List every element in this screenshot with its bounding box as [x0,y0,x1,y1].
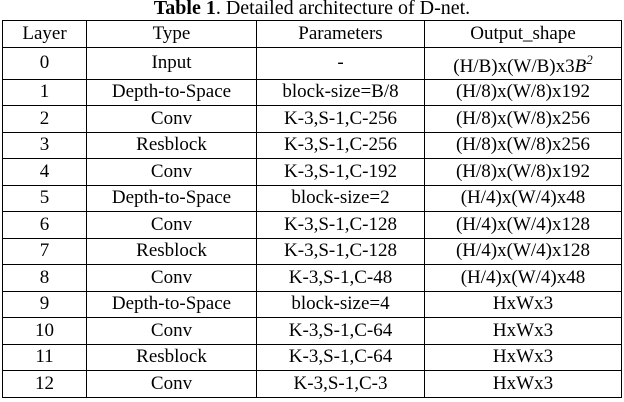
cell-type: Depth-to-Space [87,185,257,212]
table-row [3,318,622,345]
table-row [3,47,622,79]
cell-output-shape: (H/8)x(W/8)x256 [425,106,622,133]
table-header-row [3,21,622,48]
header-layer: Layer [3,21,87,48]
math-base: B [574,55,587,77]
cell-type: Conv [87,371,257,398]
cell-type: Conv [87,318,257,345]
cell-layer: 7 [3,238,87,265]
cell-layer: 5 [3,185,87,212]
header-type: Type [87,21,257,48]
cell-type: Depth-to-Space [87,291,257,318]
table-row [3,212,622,239]
cell-layer: 6 [3,212,87,239]
cell-parameters: K-3,S-1,C-3 [257,371,425,398]
cell-output-shape [425,47,622,79]
cell-output-shape: (H/4)x(W/4)x48 [425,265,622,292]
cell-output-shape: HxWx3 [425,344,622,371]
table-row [3,132,622,159]
table-caption [0,0,624,19]
table-row [3,265,622,292]
cell-parameters: K-3,S-1,C-256 [257,132,425,159]
cell-type: Input [87,47,257,79]
cell-output-shape: (H/4)x(W/4)x48 [425,185,622,212]
cell-output-shape: HxWx3 [425,371,622,398]
table-row [3,159,622,186]
output-shape-text: (H/B)x(W/B)x3 [453,55,575,77]
cell-parameters: K-3,S-1,C-128 [257,238,425,265]
cell-layer: 4 [3,159,87,186]
table-row [3,185,622,212]
cell-type: Conv [87,265,257,292]
cell-layer: 10 [3,318,87,345]
header-output-shape: Output_shape [425,21,622,48]
cell-parameters: K-3,S-1,C-192 [257,159,425,186]
cell-layer: 12 [3,371,87,398]
cell-type: Resblock [87,238,257,265]
cell-type: Resblock [87,344,257,371]
cell-layer: 0 [3,47,87,79]
cell-type: Depth-to-Space [87,79,257,106]
cell-parameters: block-size=4 [257,291,425,318]
header-parameters: Parameters [257,21,425,48]
cell-output-shape: (H/8)x(W/8)x256 [425,132,622,159]
cell-output-shape: (H/8)x(W/8)x192 [425,159,622,186]
table-row [3,79,622,106]
table-row [3,238,622,265]
cell-parameters: block-size=2 [257,185,425,212]
cell-output-shape: HxWx3 [425,291,622,318]
cell-type: Conv [87,212,257,239]
cell-type: Conv [87,159,257,186]
caption-text: . Detailed architecture of D-net. [215,0,471,19]
table-row [3,344,622,371]
caption-label: Table 1 [153,0,216,19]
cell-type: Resblock [87,132,257,159]
cell-output-shape: HxWx3 [425,318,622,345]
table-row [3,106,622,133]
cell-layer: 2 [3,106,87,133]
architecture-table [2,20,622,398]
cell-parameters: K-3,S-1,C-256 [257,106,425,133]
table-row [3,371,622,398]
cell-output-shape: (H/4)x(W/4)x128 [425,238,622,265]
cell-layer: 1 [3,79,87,106]
cell-layer: 3 [3,132,87,159]
cell-parameters: - [257,47,425,79]
table-row [3,291,622,318]
cell-parameters: K-3,S-1,C-48 [257,265,425,292]
cell-output-shape: (H/8)x(W/8)x192 [425,79,622,106]
table-body [3,47,622,397]
cell-parameters: K-3,S-1,C-128 [257,212,425,239]
cell-type: Conv [87,106,257,133]
cell-parameters: K-3,S-1,C-64 [257,318,425,345]
cell-parameters: block-size=B/8 [257,79,425,106]
cell-parameters: K-3,S-1,C-64 [257,344,425,371]
cell-layer: 8 [3,265,87,292]
cell-layer: 9 [3,291,87,318]
cell-output-shape: (H/4)x(W/4)x128 [425,212,622,239]
math-exponent: 2 [586,51,593,67]
cell-layer: 11 [3,344,87,371]
